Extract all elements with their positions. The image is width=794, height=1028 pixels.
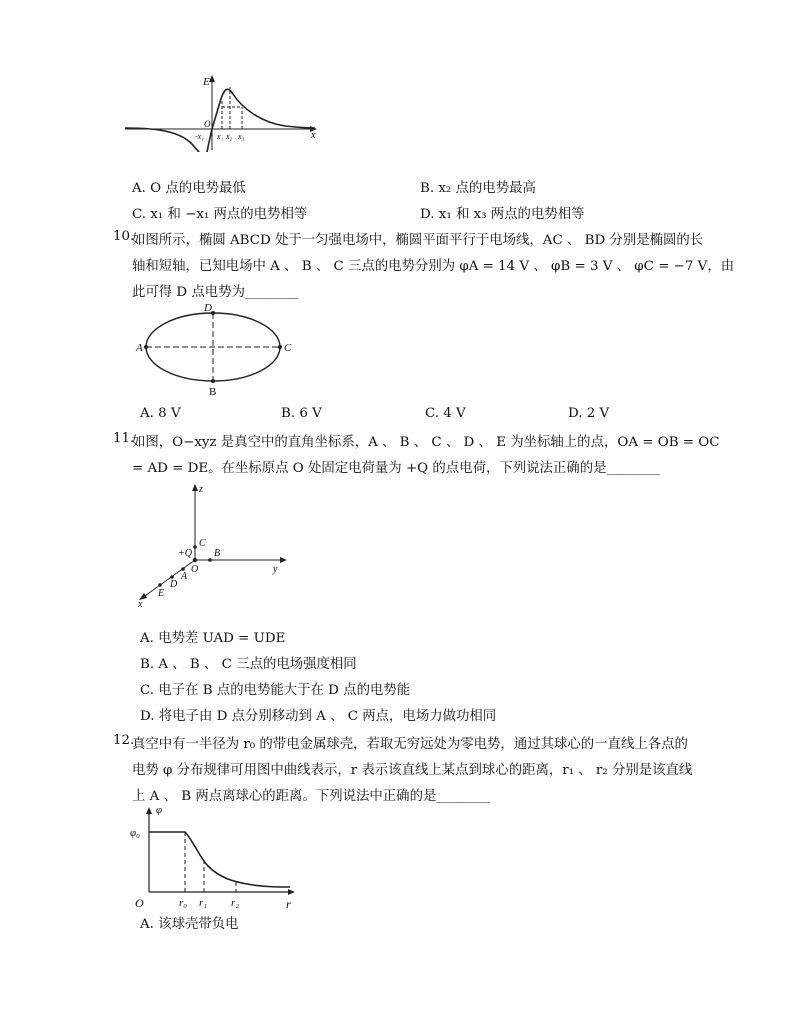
r-axis-arrow [288,889,295,895]
z-axis-arrow [192,484,198,491]
z-label: z [199,484,203,495]
q11-stem-line1: 如图，O−xyz 是真空中的直角坐标系，A 、 B 、 C 、 D 、 E 为坐标轴上的点，OA = OB = OC [132,435,720,450]
q9-option-d: D. x₁ 和 x₃ 两点的电势相等 [420,207,585,222]
y-label: y [273,564,278,575]
point-c [278,345,282,349]
phi0-label: φ₀ [130,827,140,839]
r-axis-label: r [286,897,291,911]
d-label: D [170,579,178,590]
q12-potential-graph [128,802,303,912]
tick-x3: x₃ [238,132,245,141]
q12-number: 12. [113,733,135,748]
phi-axis-label: φ [156,804,163,816]
q9-option-b: B. x₂ 点的电势最高 [420,181,536,196]
q10-option-c: C. 4 V [425,406,466,421]
r2-label: r₂ [231,897,240,909]
potential-curve [149,832,290,887]
e-axis-label: E [203,76,210,88]
label-d: D [204,302,212,314]
r0-label: r₀ [179,897,188,909]
q10-option-b: B. 6 V [281,406,322,421]
q10-option-a: A. 8 V [140,406,181,421]
point-b [211,379,215,383]
b-label: B [214,548,221,559]
a-label: A [181,571,188,582]
q12-stem-line2: 电势 φ 分布规律可用图中曲线表示，r 表示该直线上某点到球心的距离，r₁ 、 r₂ 分别是该直线 [132,763,693,778]
e-label: E [158,588,165,599]
origin-label: O [191,564,199,575]
q9-e-x-graph [120,72,330,152]
point-b [208,558,212,562]
point-c [193,545,197,549]
r1-label: r₁ [199,897,208,909]
tick-x2: x₂ [226,132,233,141]
q10-option-d: D. 2 V [568,406,610,421]
q11-option-a: A. 电势差 UAD = UDE [140,631,286,646]
q11-stem-line2: = AD = DE。在坐标原点 O 处固定电荷量为 +Q 的点电荷，下列说法正确的是________ [132,461,661,476]
q10-number: 10. [113,229,135,244]
q12-stem-line1: 真空中有一半径为 r₀ 的带电金属球壳，若取无穷远处为零电势，通过其球心的一直线上各点的 [132,737,688,752]
q11-option-c: C. 电子在 B 点的电势能大于在 D 点的电势能 [140,683,411,698]
charge-q [193,558,197,562]
y-axis-arrow [280,557,287,563]
q12-option-a: A. 该球壳带负电 [140,917,239,932]
label-c: C [284,342,292,354]
phi-axis-arrow [146,807,152,814]
c-label: C [199,538,206,549]
q11-option-d: D. 将电子由 D 点分别移动到 A 、 C 两点，电场力做功相同 [140,709,497,724]
origin-label: O [135,896,144,910]
y-axis-arrow [209,75,215,82]
charge-label: +Q [178,548,192,559]
q10-stem-line2: 轴和短轴，已知电场中 A 、 B 、 C 三点的电势分别为 φA = 14 V 、 φB = 3 V 、 φC = −7 V，由 [132,259,735,274]
point-e [158,583,162,587]
tick-neg-x1: -x₁ [195,132,204,141]
x-axis-label: x [311,130,316,141]
q10-stem-line3: 此可得 D 点电势为________ [132,285,299,300]
e-field-curve [125,89,315,152]
q11-number: 11. [113,431,135,446]
q9-option-c: C. x₁ 和 −x₁ 两点的电势相等 [132,207,308,222]
q10-ellipse-figure [133,300,303,398]
q11-coordinate-figure [132,480,297,610]
origin-label: O [204,119,211,129]
tick-x1: x₁ [217,132,224,141]
label-b: B [209,386,217,398]
q11-option-b: B. A 、 B 、 C 三点的电场强度相同 [140,657,357,672]
q12-stem-line3: 上 A 、 B 两点离球心的距离。下列说法中正确的是________ [132,789,490,804]
point-a [144,345,148,349]
q10-stem-line1: 如图所示，椭圆 ABCD 处于一匀强电场中，椭圆平面平行于电场线，AC 、 BD 分别是椭圆的长 [132,233,704,248]
label-a: A [136,342,143,354]
x-label: x [138,599,143,610]
q9-option-a: A. O 点的电势最低 [132,181,246,196]
